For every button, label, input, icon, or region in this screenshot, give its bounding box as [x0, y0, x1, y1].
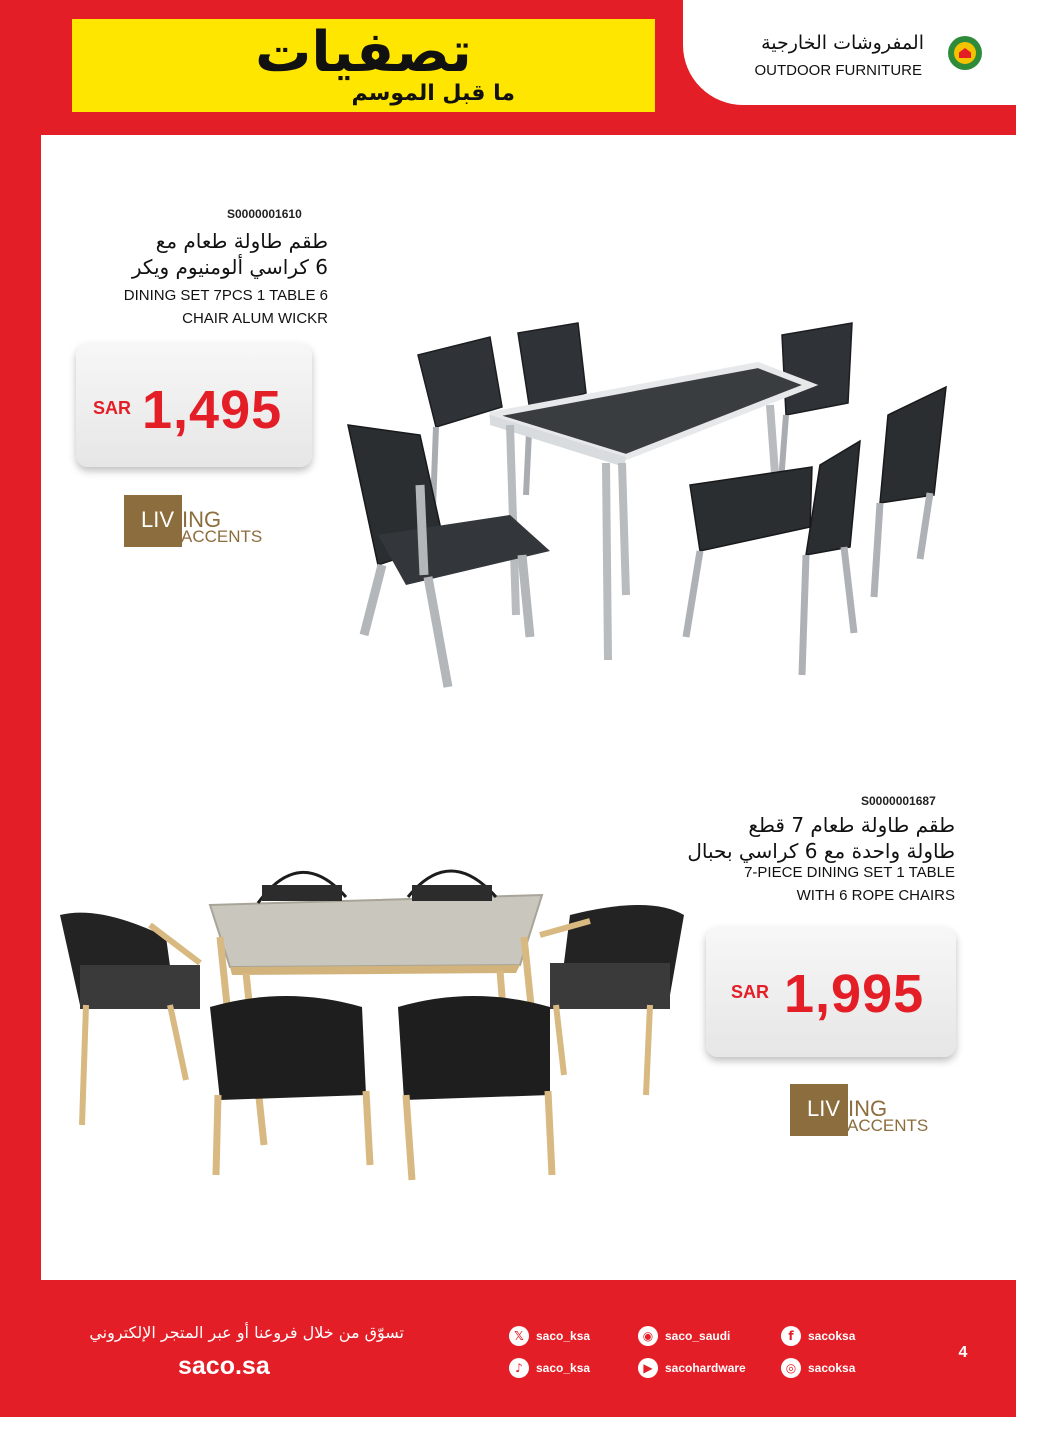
x-icon: 𝕏: [509, 1326, 529, 1346]
price-value: 1,495: [142, 380, 283, 440]
social-x[interactable]: [509, 1326, 590, 1346]
brand-logo: LIV ING ACCENTS: [790, 1084, 945, 1140]
promo-subtitle: ما قبل الموسم: [351, 81, 515, 106]
social-handle: saco_ksa: [536, 1329, 591, 1343]
facebook-icon: f: [781, 1326, 801, 1346]
promo-title: تصفيات: [255, 20, 472, 85]
product-sku: S0000001687: [861, 794, 936, 808]
footer-slogan: تسوّق من خلال فروعنا أو عبر المتجر الإلكتروني: [89, 1323, 404, 1342]
social-handle: saco_ksa: [536, 1361, 591, 1375]
tiktok-icon: ♪: [509, 1358, 529, 1378]
youtube-icon: ▶: [638, 1358, 658, 1378]
social-handle: sacohardware: [665, 1361, 746, 1375]
page-margin: [1016, 0, 1050, 1446]
brand-logo: LIV ING ACCENTS: [124, 495, 279, 551]
social-youtube[interactable]: [638, 1358, 746, 1378]
product-image-rope-dining-set: [50, 845, 700, 1185]
product-image-wicker-dining-set: [340, 315, 960, 695]
product-sku: S0000001610: [227, 207, 302, 221]
social-handle: saco_saudi: [665, 1329, 731, 1343]
website-link[interactable]: saco.sa: [178, 1352, 270, 1380]
promo-banner: [72, 19, 655, 112]
instagram-icon: ◎: [781, 1358, 801, 1378]
price-currency: SAR: [93, 398, 132, 418]
social-instagram[interactable]: [781, 1358, 855, 1378]
product-name-ar: طقم طاولة طعام مع 6 كراسي ألومنيوم ويكر: [131, 229, 328, 279]
category-title-en: OUTDOOR FURNITURE: [754, 62, 922, 79]
price-value: 1,995: [784, 964, 925, 1024]
social-facebook[interactable]: [781, 1326, 855, 1346]
social-snapchat[interactable]: [638, 1326, 730, 1346]
social-handle: sacoksa: [808, 1329, 856, 1343]
social-handle: sacoksa: [808, 1361, 856, 1375]
page-number: 4: [938, 1333, 988, 1373]
saco-logo-icon: [948, 36, 982, 70]
product-name-ar: طقم طاولة طعام 7 قطع طاولة واحدة مع 6 كراسي بحبال: [687, 813, 955, 863]
product-name-en: 7-PIECE DINING SET 1 TABLE WITH 6 ROPE CHAIRS: [744, 864, 955, 904]
category-title-ar: المفروشات الخارجية: [761, 32, 924, 54]
product-name-en: DINING SET 7PCS 1 TABLE 6 CHAIR ALUM WICKR: [123, 287, 328, 327]
price-currency: SAR: [731, 982, 770, 1002]
snapchat-icon: ◉: [638, 1326, 658, 1346]
price-tag: [706, 927, 956, 1057]
social-tiktok[interactable]: [509, 1358, 590, 1378]
price-tag: [76, 343, 312, 467]
